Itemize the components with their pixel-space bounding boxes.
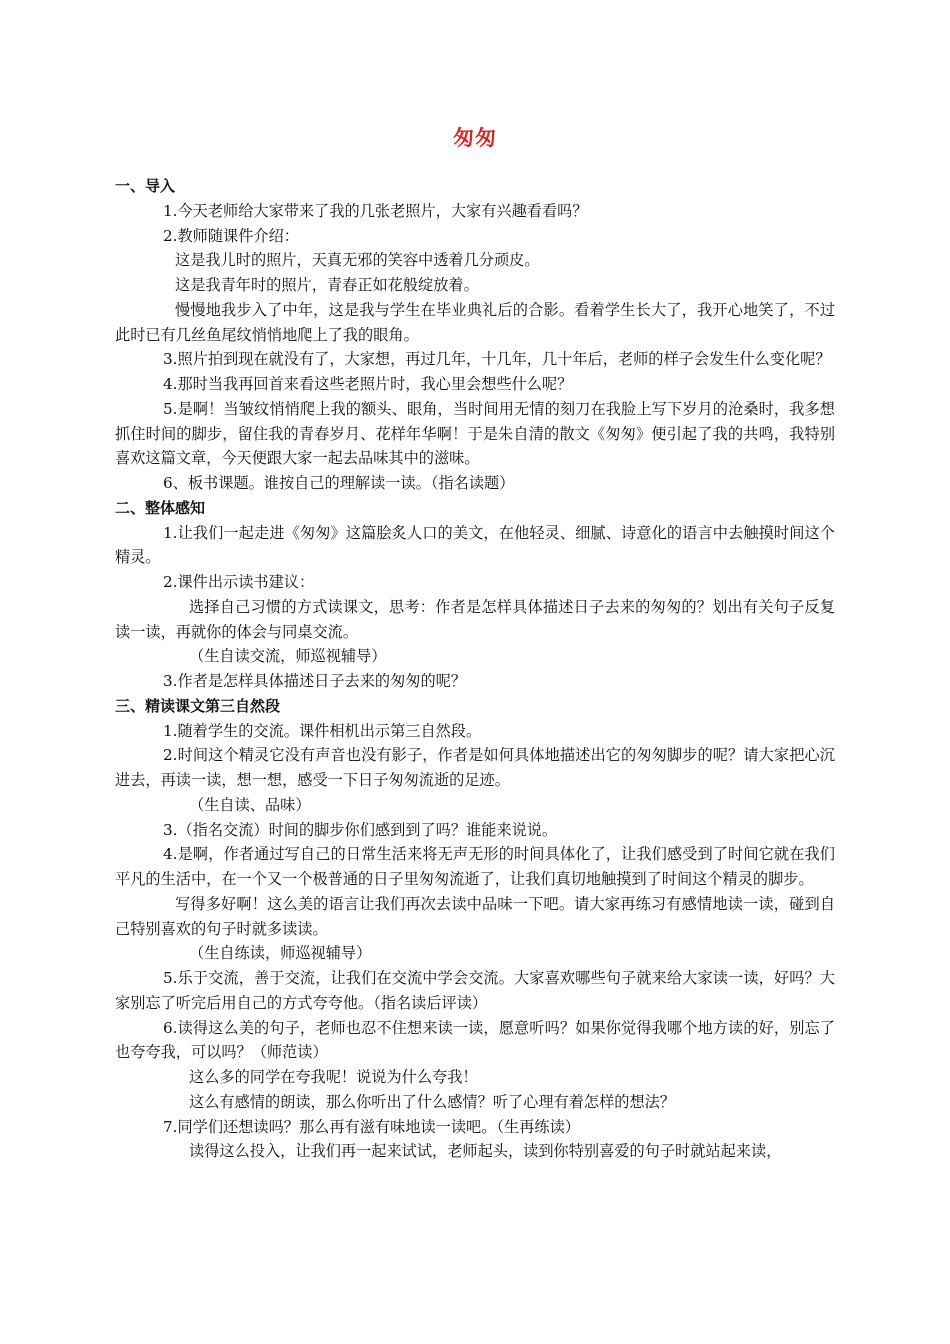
list-item: 2.课件出示读书建议： <box>163 573 315 591</box>
document-title: 匆匆 <box>453 126 497 150</box>
list-item: 3.作者是怎样具体描述日子去来的匆匆的呢？ <box>163 672 467 690</box>
list-item: 3.照片拍到现在就没有了，大家想，再过几年，十几年，几十年后，老师的样子会发生什么变化呢？ <box>163 350 831 369</box>
paragraph: （生自读、品味） <box>189 795 311 814</box>
list-item: 4.是啊，作者通过写自己的日常生活来将无声无形的时间具体化了，让我们感受到了时间它就在我们平凡的生活中，在一个又一个极普通的日子里匆匆流逝了，让我们真切地触摸到了时间这个精灵的脚步。 <box>115 845 835 888</box>
paragraph: （生自练读，师巡视辅导） <box>189 944 372 963</box>
paragraph: 这么多的同学在夸我呢！说说为什么夸我！ <box>189 1068 478 1086</box>
list-item: 3.（指名交流）时间的脚步你们感到到了吗？谁能来说说。 <box>163 820 558 839</box>
paragraph: 慢慢地我步入了中年，这是我与学生在毕业典礼后的合影。看着学生长大了，我开心地笑了，不过此时已有几丝鱼尾纹悄悄地爬上了我的眼角。 <box>115 300 835 344</box>
paragraph: 选择自己习惯的方式读课文，思考：作者是怎样具体描述日子去来的匆匆的？划出有关句子反复读一读，再就你的体会与同桌交流。 <box>115 597 835 641</box>
list-item: 1.让我们一起走进《匆匆》这篇脍炙人口的美文，在他轻灵、细腻、诗意化的语言中去触摸时间这个精灵。 <box>115 523 835 567</box>
list-item: 1.今天老师给大家带来了我的几张老照片，大家有兴趣看看吗？ <box>163 201 588 220</box>
paragraph: 这么有感情的朗读，那么你听出了什么感情？听了心理有着怎样的想法？ <box>189 1092 675 1111</box>
list-item: 2.教师随课件介绍： <box>163 226 299 245</box>
list-item: 5.乐于交流，善于交流，让我们在交流中学会交流。大家喜欢哪些句子就来给大家读一读，好吗？大家别忘了听完后用自己的方式夸夸他。（指名读后评读） <box>115 969 835 1012</box>
list-item: 5.是啊！当皱纹悄悄爬上我的额头、眼角，当时间用无情的刻刀在我脸上写下岁月的沧桑时，我多想抓住时间的脚步，留住我的青春岁月、花样年华啊！于是朱自清的散文《匆匆》便引起了我的共鸣，我特别喜欢这篇文章，今天便跟大家一起去品味其中的滋味。 <box>115 399 835 468</box>
paragraph: （生自读交流，师巡视辅导） <box>189 647 387 666</box>
paragraph: 写得多好啊！这么美的语言让我们再次去读中品味一下吧。请大家再练习有感情地读一读，碰到自己特别喜欢的句子时就多读读。 <box>115 894 835 938</box>
section-heading: 一、导入 <box>115 177 176 195</box>
section-heading: 三、精读课文第三自然段 <box>115 696 281 715</box>
document-body <box>115 174 835 1164</box>
list-item: 6.读得这么美的句子，老师也忍不住想来读一读，愿意听吗？如果你觉得我哪个地方读的好，别忘了也夸夸我，可以吗？（师范读） <box>115 1018 835 1062</box>
list-item: 1.随着学生的交流。课件相机出示第三自然段。 <box>163 721 482 740</box>
list-item: 6、板书课题。谁按自己的理解读一读。（指名读题） <box>163 474 515 492</box>
list-item: 2.时间这个精灵它没有声音也没有影子，作者是如何具体地描述出它的匆匆脚步的呢？请大家把心沉进去，再读一读，想一想，感受一下日子匆匆流逝的足迹。 <box>115 746 835 789</box>
list-item: 4.那时当我再回首来看这些老照片时，我心里会想些什么呢？ <box>163 375 573 393</box>
section-heading: 二、整体感知 <box>115 498 206 517</box>
list-item: 7.同学们还想读吗？那么再有滋有味地读一读吧。（生再练读） <box>163 1117 580 1136</box>
paragraph: 这是我青年时的照片，青春正如花般绽放着。 <box>175 276 479 294</box>
paragraph: 这是我儿时的照片，天真无邪的笑容中透着几分顽皮。 <box>175 251 540 270</box>
paragraph: 读得这么投入，让我们再一起来试试，老师起头，读到你特别喜爱的句子时就站起来读， <box>189 1142 782 1161</box>
